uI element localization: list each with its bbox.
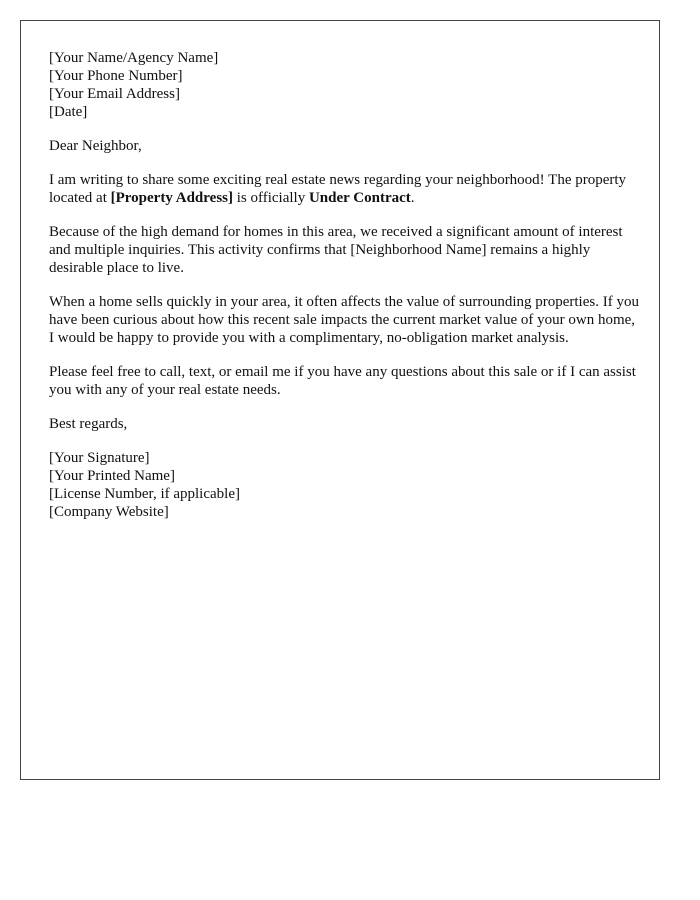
- signature-placeholder: [Your Signature]: [49, 450, 150, 466]
- sender-name-agency: [Your Name/Agency Name]: [49, 50, 219, 66]
- letter-body: [49, 49, 639, 537]
- salutation: Dear Neighbor,: [49, 138, 142, 154]
- company-website: [Company Website]: [49, 504, 169, 520]
- paragraph-announcement: [49, 171, 639, 207]
- announcement-text-1: I am writing to share some exciting real estate news regarding your neighborhood! The property located at: [49, 172, 627, 206]
- printed-name: [Your Printed Name]: [49, 468, 175, 484]
- sender-phone: [Your Phone Number]: [49, 68, 183, 84]
- paragraph-market-analysis: When a home sells quickly in your area, it often affects the value of surrounding properties. If you have been curious about how this recent sale impacts the current market value of your own home, I would be happy to provide you with a complimentary, no-obligation market analysis.: [49, 294, 639, 346]
- closing: Best regards,: [49, 416, 128, 432]
- contract-status: Under Contract: [308, 190, 411, 206]
- property-address: [Property Address]: [110, 190, 233, 206]
- sender-block: [49, 49, 639, 121]
- announcement-text-2: is officially: [233, 190, 309, 206]
- letter-page: [20, 20, 660, 780]
- paragraph-demand: Because of the high demand for homes in this area, we received a significant amount of interest and multiple inquiries. This activity confirms that [Neighborhood Name] remains a highly desirable place to live.: [49, 224, 623, 276]
- paragraph-contact: Please feel free to call, text, or email me if you have any questions about this sale or if I can assist you with any of your real estate needs.: [49, 364, 636, 398]
- sender-email: [Your Email Address]: [49, 86, 180, 102]
- signature-block: [49, 449, 639, 521]
- announcement-text-3: .: [410, 190, 415, 206]
- license-number: [License Number, if applicable]: [49, 486, 240, 502]
- letter-date: [Date]: [49, 104, 88, 120]
